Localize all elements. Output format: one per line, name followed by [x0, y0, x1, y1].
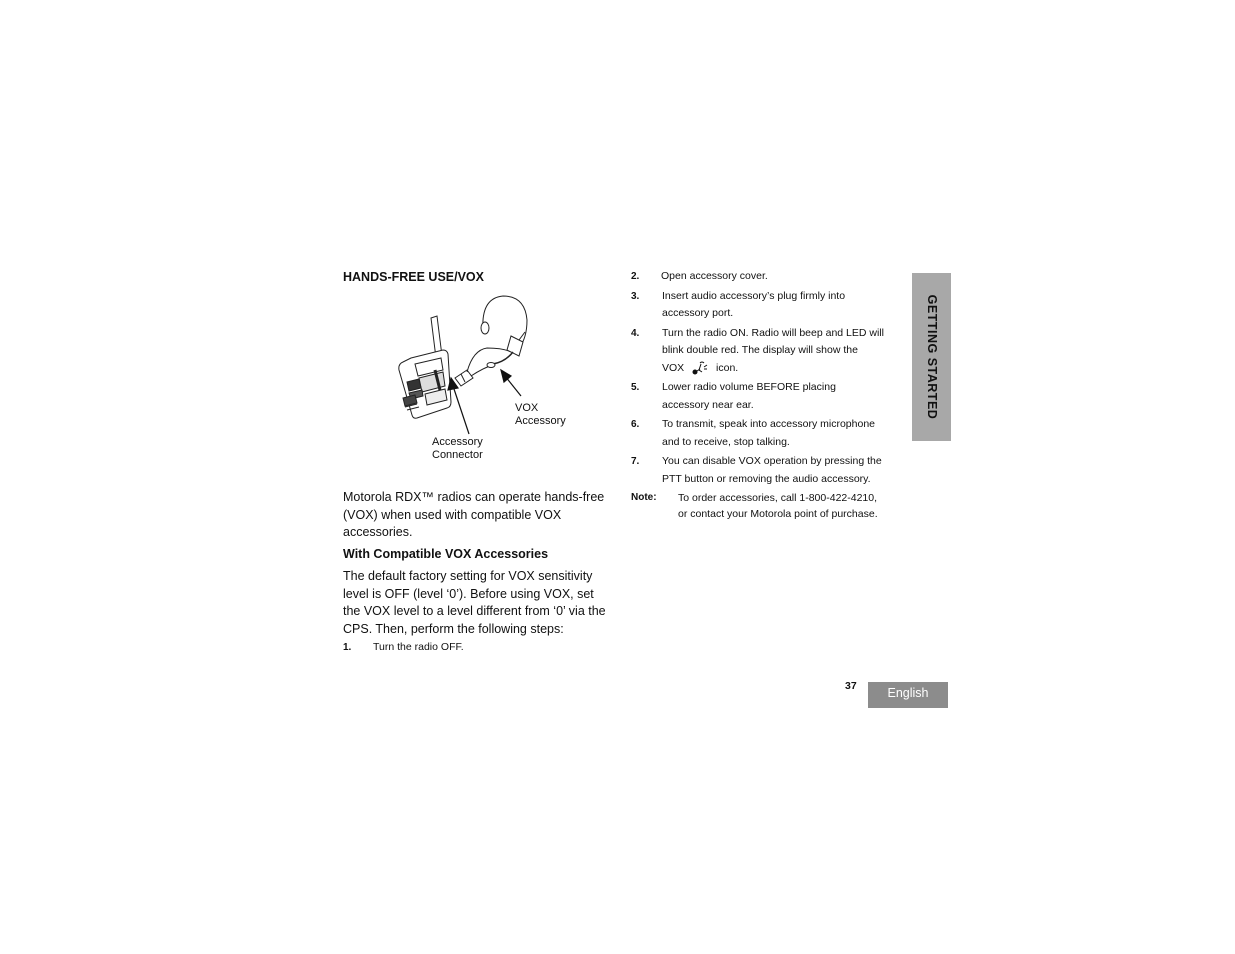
step-2 [631, 268, 901, 286]
note-text-cont: or contact your Motorola point of purchase. [678, 508, 878, 520]
step-number: 6. [631, 419, 640, 430]
step-number: 5. [631, 382, 640, 393]
step-1 [343, 639, 603, 659]
step-text-icon: icon. [716, 361, 739, 374]
step-number: 7. [631, 456, 640, 467]
step-4 [631, 325, 901, 378]
note-label: Note: [631, 492, 657, 503]
step-6 [631, 416, 901, 451]
step-number: 4. [631, 327, 640, 339]
section-title: HANDS-FREE USE/VOX [343, 270, 484, 284]
step-text: Turn the radio OFF. [373, 641, 464, 653]
step-text: Lower radio volume BEFORE placing [662, 381, 836, 393]
body-paragraph: The default factory setting for VOX sensitivity level is OFF (level ‘0’). Before using VOX, set the VOX level to a level different from ‘0’ via the CPS. Then, perform the following steps: [343, 569, 606, 636]
step-text-cont: accessory port. [662, 307, 734, 319]
radio-vox-illustration [385, 290, 615, 470]
section-side-tab [912, 273, 951, 441]
connector-label-line1: Accessory [432, 436, 483, 448]
connector-label-line2: Connector [432, 449, 483, 461]
step-5 [631, 379, 901, 414]
note-text: To order accessories, call 1-800-422-4210, [678, 492, 878, 504]
step-text-vox: VOX [662, 361, 685, 374]
step-7 [631, 453, 901, 488]
language-tab-label: English [887, 686, 929, 700]
language-tab [868, 682, 948, 708]
accessory-connector-label [432, 436, 483, 462]
page-number: 37 [845, 680, 857, 692]
step-number: 2. [631, 271, 640, 282]
step-text: You can disable VOX operation by pressing the [662, 455, 882, 467]
radio-headset-drawing [385, 290, 615, 470]
intro-paragraph: Motorola RDX™ radios can operate hands-free (VOX) when used with compatible VOX accessories. [343, 490, 605, 539]
step-3 [631, 288, 901, 323]
vox-label-line1: VOX [515, 402, 539, 414]
subheading: With Compatible VOX Accessories [343, 547, 549, 561]
step-text-cont: blink double red. The display will show the [662, 344, 858, 356]
step-number: 3. [631, 290, 640, 302]
step-text: To transmit, speak into accessory microphone [662, 418, 876, 430]
step-text-cont: and to receive, stop talking. [662, 435, 790, 448]
vox-icon [691, 360, 709, 376]
vox-accessory-label [515, 402, 566, 428]
step-text: Turn the radio ON. Radio will beep and LED will [662, 326, 884, 339]
vox-label-line2: Accessory [515, 415, 566, 427]
step-text: Insert audio accessory’s plug firmly into [662, 289, 846, 302]
steps-list [631, 268, 901, 522]
step-text-cont: accessory near ear. [662, 398, 754, 411]
step-text-cont: PTT button or removing the audio accessory. [662, 472, 871, 485]
note [631, 490, 901, 522]
step-number: 1. [343, 642, 352, 653]
step-text: Open accessory cover. [661, 270, 768, 282]
side-tab-label: GETTING STARTED [924, 294, 939, 420]
